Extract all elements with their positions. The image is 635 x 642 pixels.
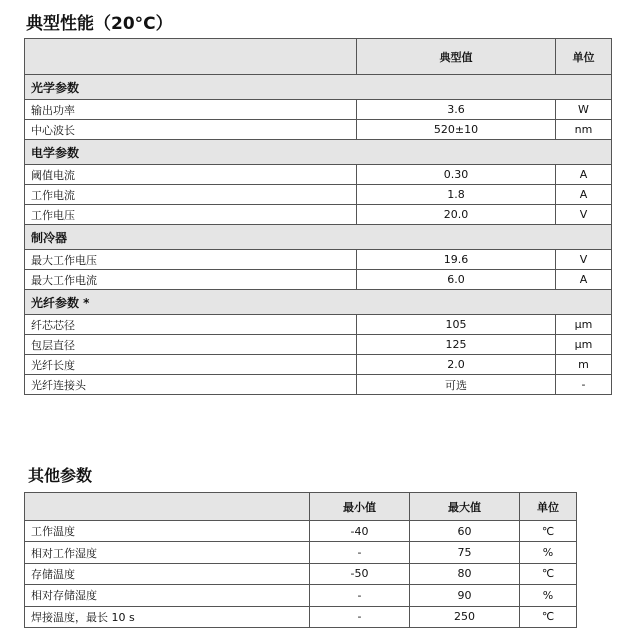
section-title: 制冷器 <box>25 225 612 250</box>
typical-value: 125 <box>357 335 556 355</box>
header-cell-typical: 典型值 <box>357 39 556 75</box>
table-row <box>25 120 612 140</box>
typical-value: 20.0 <box>357 205 556 225</box>
max-value: 75 <box>410 542 520 563</box>
section-row <box>25 75 612 100</box>
table-row <box>25 165 612 185</box>
table-row <box>25 542 577 563</box>
header-cell-unit: 单位 <box>520 493 577 521</box>
max-value: 80 <box>410 563 520 584</box>
unit: % <box>520 585 577 606</box>
table-row <box>25 375 612 395</box>
unit: μm <box>556 315 612 335</box>
parameter-name: 最大工作电流 <box>25 270 357 290</box>
section-row <box>25 140 612 165</box>
parameter-name: 中心波长 <box>25 120 357 140</box>
table-row <box>25 250 612 270</box>
parameter-name: 光纤连接头 <box>25 375 357 395</box>
parameter-name: 工作电流 <box>25 185 357 205</box>
unit: % <box>520 542 577 563</box>
unit: μm <box>556 335 612 355</box>
unit: ℃ <box>520 521 577 542</box>
section-title: 电学参数 <box>25 140 612 165</box>
table-row <box>25 205 612 225</box>
typical-value: 可选 <box>357 375 556 395</box>
unit: - <box>556 375 612 395</box>
typical-performance-table <box>24 38 612 395</box>
section-row <box>25 225 612 250</box>
unit: ℃ <box>520 606 577 627</box>
unit: W <box>556 100 612 120</box>
unit: V <box>556 250 612 270</box>
unit: A <box>556 185 612 205</box>
unit: A <box>556 270 612 290</box>
header-cell-min: 最小值 <box>310 493 410 521</box>
parameter-name: 输出功率 <box>25 100 357 120</box>
parameter-name: 阈值电流 <box>25 165 357 185</box>
header-cell-parameter <box>25 493 310 521</box>
parameter-name: 最大工作电压 <box>25 250 357 270</box>
typical-performance-title: 典型性能（20°C） <box>26 14 173 34</box>
header-cell-unit: 单位 <box>556 39 612 75</box>
parameter-name: 包层直径 <box>25 335 357 355</box>
min-value: - <box>310 606 410 627</box>
parameter-name: 工作电压 <box>25 205 357 225</box>
typical-value: 2.0 <box>357 355 556 375</box>
typical-value: 520±10 <box>357 120 556 140</box>
table-row <box>25 563 577 584</box>
unit: A <box>556 165 612 185</box>
typical-value: 0.30 <box>357 165 556 185</box>
unit: ℃ <box>520 563 577 584</box>
table-row <box>25 185 612 205</box>
parameter-name: 相对存储湿度 <box>25 585 310 606</box>
typical-value: 1.8 <box>357 185 556 205</box>
table-row <box>25 335 612 355</box>
parameter-name: 存储温度 <box>25 563 310 584</box>
parameter-name: 纤芯芯径 <box>25 315 357 335</box>
table-row <box>25 315 612 335</box>
header-cell-parameter <box>25 39 357 75</box>
typical-value: 6.0 <box>357 270 556 290</box>
section-title: 光学参数 <box>25 75 612 100</box>
typical-value: 19.6 <box>357 250 556 270</box>
parameter-name: 相对工作湿度 <box>25 542 310 563</box>
table-header-row <box>25 493 577 521</box>
table-row <box>25 270 612 290</box>
table-row <box>25 606 577 627</box>
table-row <box>25 355 612 375</box>
table-row <box>25 521 577 542</box>
table-row <box>25 585 577 606</box>
typical-value: 105 <box>357 315 556 335</box>
min-value: - <box>310 542 410 563</box>
other-parameters-table <box>24 492 577 628</box>
min-value: - <box>310 585 410 606</box>
parameter-name: 光纤长度 <box>25 355 357 375</box>
section-row <box>25 290 612 315</box>
unit: m <box>556 355 612 375</box>
max-value: 90 <box>410 585 520 606</box>
section-title: 光纤参数 * <box>25 290 612 315</box>
other-parameters-title: 其他参数 <box>28 466 93 485</box>
max-value: 250 <box>410 606 520 627</box>
parameter-name: 工作温度 <box>25 521 310 542</box>
unit: nm <box>556 120 612 140</box>
table-row <box>25 100 612 120</box>
min-value: -40 <box>310 521 410 542</box>
header-cell-max: 最大值 <box>410 493 520 521</box>
table-header-row <box>25 39 612 75</box>
typical-value: 3.6 <box>357 100 556 120</box>
min-value: -50 <box>310 563 410 584</box>
max-value: 60 <box>410 521 520 542</box>
unit: V <box>556 205 612 225</box>
parameter-name: 焊接温度，最长 10 s <box>25 606 310 627</box>
